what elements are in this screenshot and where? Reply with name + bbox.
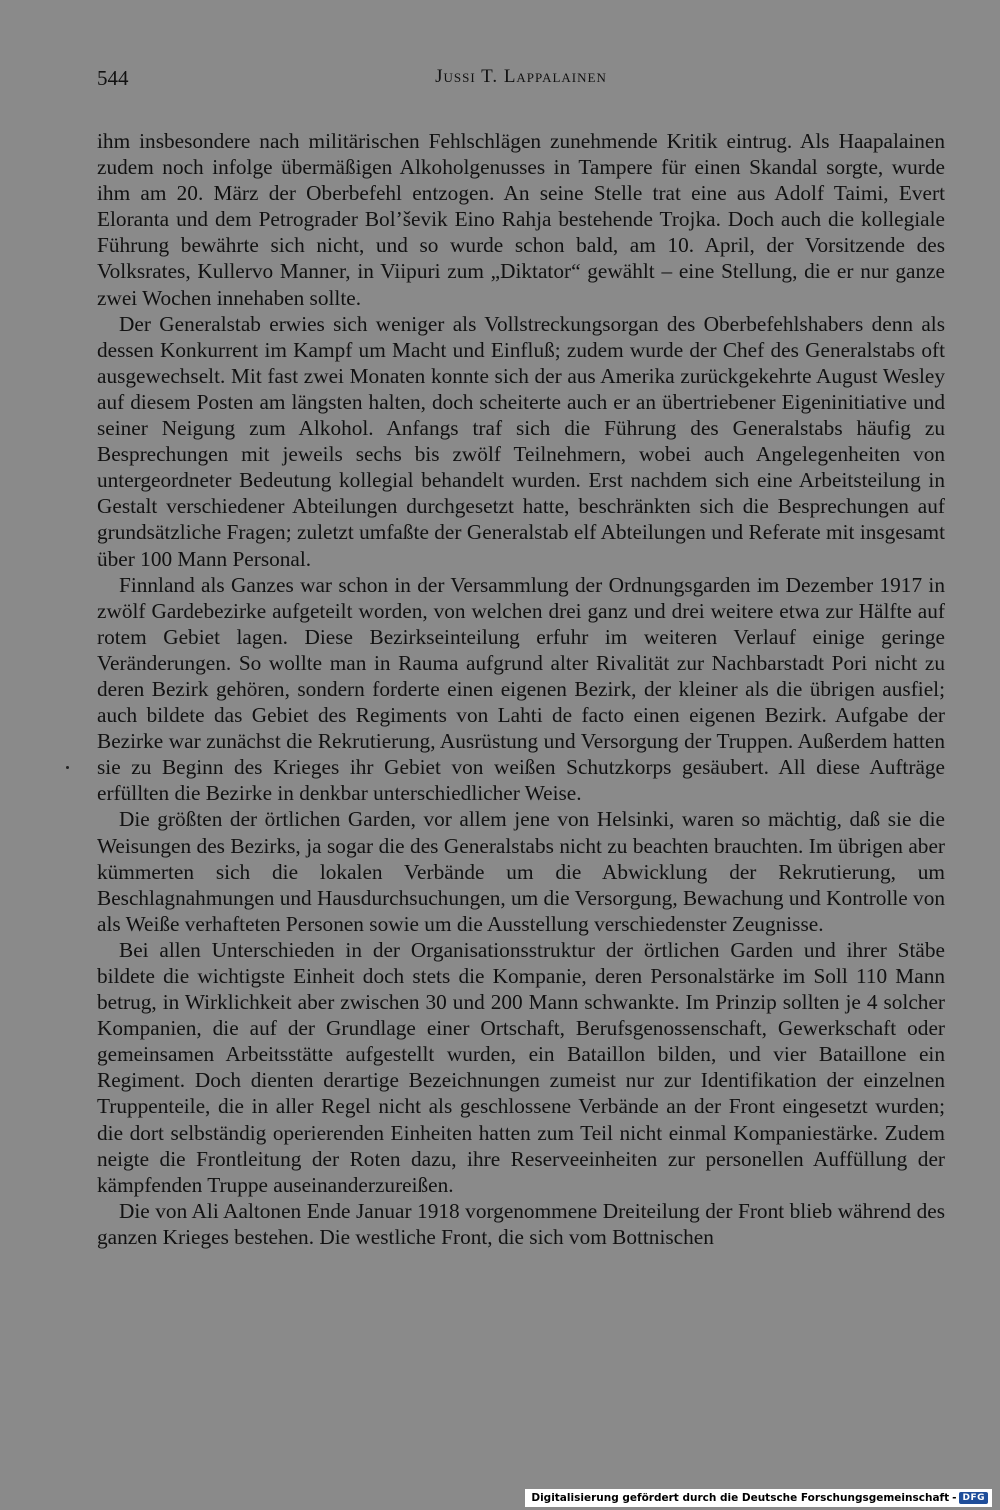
footer-text: Digitalisierung gefördert durch die Deutsche Forschungsgemeinschaft [531, 1492, 950, 1504]
page-number: 544 [97, 66, 129, 90]
paragraph: Die größten der örtlichen Garden, vor allem jene von Helsinki, waren so mächtig, daß sie die Weisungen des Bezirks, ja sogar die des Generalstabs nicht zu beachten brauchten. Im übrigen aber kümmerten sich die lokalen Verbände um die Abwicklung der Rekrutierung, um Beschlagnahmungen und Hausdurchsuchungen, um die Versorgung, Bewachung und Kontrolle von als Weiße verhafteten Personen sowie um die Ausstellung verschiedenster Zeugnisse. [97, 807, 945, 936]
margin-mark [66, 766, 69, 769]
dfg-logo-icon[interactable]: DFG [959, 1492, 988, 1504]
footer-separator: - [952, 1492, 957, 1504]
body-text [97, 128, 945, 1250]
paragraph: Der Generalstab erwies sich weniger als Vollstreckungsorgan des Oberbefehlshabers denn als dessen Konkurrent im Kampf um Macht und Einfluß; zudem wurde der Chef des Generalstabs oft ausgewechselt. Mit fast zwei Monaten konnte sich der aus Amerika zurückgekehrte August Wesley auf diesem Posten am längsten halten, doch scheiterte auch er an übertriebener Eigeninitiative und seiner Neigung zum Alkohol. Anfangs traf sich die Führung des Generalstabs häufig zu Besprechungen mit jeweils sechs bis zwölf Teilnehmern, wobei auch Angelegenheiten von untergeordneter Bedeutung kollegial behandelt wurden. Erst nachdem sich eine Arbeitsteilung in Gestalt verschiedener Abteilungen durchgesetzt hatte, beschränkten sich die Besprechungen auf grundsätzliche Fragen; zuletzt umfaßte der Generalstab elf Abteilungen und Referate mit insgesamt über 100 Mann Personal. [97, 311, 945, 571]
paragraph: Bei allen Unterschieden in der Organisationsstruktur der örtlichen Garden und ihrer Stäbe bildete die wichtigste Einheit doch stets die Kompanie, deren Personalstärke im Soll 110 Mann betrug, in Wirklichkeit aber zwischen 30 und 200 Mann schwankte. Im Prinzip sollten je 4 solcher Kompanien, die auf der Grundlage einer Ortschaft, Berufsgenossenschaft, Gewerkschaft oder gemeinsamen Arbeitsstätte aufgestellt wurden, ein Bataillon bilden, und vier Bataillone ein Regiment. Doch dienten derartige Bezeichnungen zumeist nur zur Identifikation der einzelnen Truppenteile, die in aller Regel nicht als geschlossene Verbände an der Front eingesetzt wurden; die dort selbständig operierenden Einheiten hatten zum Teil nicht einmal Kompaniestärke. Zudem neigte die Frontleitung der Roten dazu, ihre Reserveeinheiten zur personellen Auffüllung der kämpfenden Truppe auseinanderzureißen. [97, 937, 945, 1197]
paragraph: Die von Ali Aaltonen Ende Januar 1918 vorgenommene Dreiteilung der Front blieb während des ganzen Krieges bestehen. Die westliche Front, die sich vom Bottnischen [97, 1198, 945, 1249]
paragraph: Finnland als Ganzes war schon in der Versammlung der Ordnungsgarden im Dezember 1917 in zwölf Gardebezirke aufgeteilt worden, von welchen drei ganz und drei weitere etwa zur Hälfte auf rotem Gebiet lagen. Diese Bezirkseinteilung erfuhr im weiteren Verlauf einige geringe Veränderungen. So wollte man in Rauma aufgrund alter Rivalität zur Nachbarstadt Pori nicht zu deren Bezirk gehören, sondern forderte einen eigenen Bezirk, der kleiner als die übrigen ausfiel; auch bildete das Gebiet des Regiments von Lahti de facto einen eigenen Bezirk. Aufgabe der Bezirke war zunächst die Rekrutierung, Ausrüstung und Versorgung der Truppen. Außerdem hatten sie zu Beginn des Krieges ihr Gebiet von weißen Schutzkorps gesäubert. All diese Aufträge erfüllten die Bezirke in denkbar unterschiedlicher Weise. [97, 572, 945, 806]
digitization-footer [525, 1489, 992, 1507]
running-head: Jussi T. Lappalainen [435, 66, 607, 87]
paragraph: ihm insbesondere nach militärischen Fehlschlägen zunehmende Kritik eintrug. Als Haapalainen zudem noch infolge übermäßigen Alkoholgenusses in Tampere für einen Skandal sorgte, wurde ihm am 20. März der Oberbefehl entzogen. An seine Stelle trat eine aus Adolf Taimi, Evert Eloranta und dem Petrograder Bol’ševik Eino Rahja bestehende Trojka. Doch auch die kollegiale Führung bewährte sich nicht, und so wurde schon bald, am 10. April, der Vorsitzende des Volksrates, Kullervo Manner, in Viipuri zum „Diktator“ gewählt – eine Stellung, die er nur ganze zwei Wochen innehaben sollte. [97, 129, 945, 310]
page-header [97, 66, 945, 98]
